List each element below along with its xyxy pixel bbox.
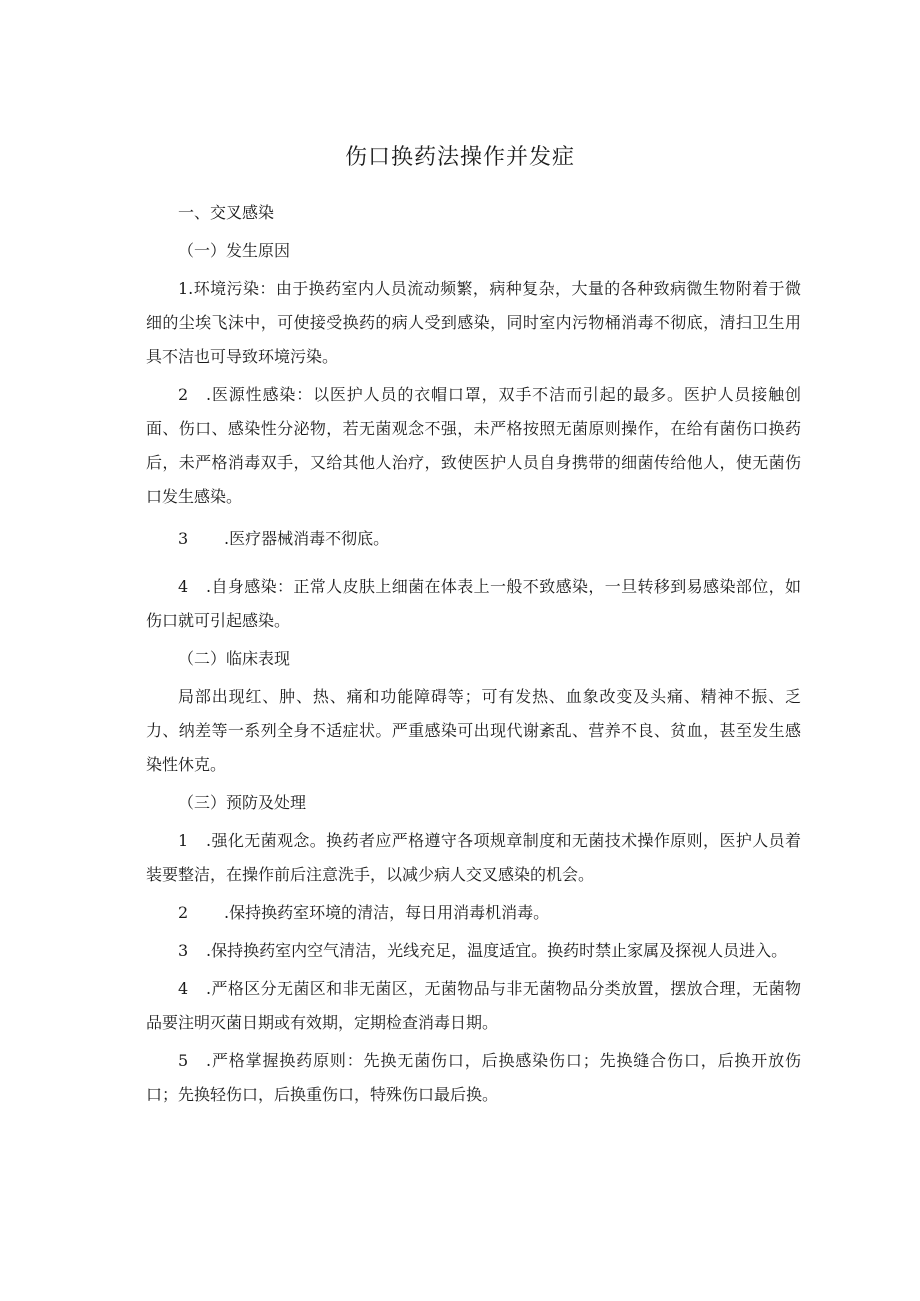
item-text: .严格区分无菌区和非无菌区，无菌物品与非无菌物品分类放置，摆放合理，无菌物品要注明灭菌日期或有效期，定期检查消毒日期。: [146, 979, 801, 1032]
clinical-paragraph: 局部出现红、肿、热、痛和功能障碍等；可有发热、血象改变及头痛、精神不振、乏力、纳差等一系列全身不适症状。严重感染可出现代谢紊乱、营养不良、贫血，甚至发生感染性休克。: [146, 687, 801, 774]
prevention-item-1: [146, 824, 801, 892]
subheading-causes: （一）发生原因: [178, 241, 291, 260]
item-text: .严格掌握换药原则：先换无菌伤口，后换感染伤口；先换缝合伤口，后换开放伤口；先换轻伤口，后换重伤口，特殊伤口最后换。: [146, 1051, 801, 1104]
prevention-item-3: [146, 934, 801, 968]
item-text: .保持换药室环境的清洁，每日用消毒机消毒。: [224, 903, 550, 922]
item-text: .医源性感染：以医护人员的衣帽口罩，双手不洁而引起的最多。医护人员接触创面、伤口、感染性分泌物，若无菌观念不强，未严格按照无菌原则操作，在给有菌伤口换药后，未严格消毒双手，又给其他人治疗，致使医护人员自身携带的细菌传给他人，使无菌伤口发生感染。: [146, 385, 801, 506]
item-number: 3: [178, 941, 189, 960]
item-number: 2: [178, 385, 189, 404]
item-text: .自身感染：正常人皮肤上细菌在体表上一般不致感染，一旦转移到易感染部位，如伤口就可引起感染。: [146, 577, 801, 630]
document-body: [146, 196, 801, 1112]
item-text: .保持换药室内空气清洁，光线充足，温度适宜。换药时禁止家属及探视人员进入。: [206, 941, 788, 960]
subheading-clinical: （二）临床表现: [178, 649, 291, 668]
prevention-item-4: [146, 972, 801, 1040]
prevention-item-2: [146, 896, 801, 930]
item-text: 环境污染：由于换药室内人员流动频繁，病种复杂，大量的各种致病微生物附着于微细的尘埃飞沫中，可使接受换药的病人受到感染，同时室内污物桶消毒不彻底，清扫卫生用具不洁也可导致环境污染。: [146, 279, 801, 366]
item-number: 2: [178, 903, 189, 922]
page-title: 伤口换药法操作并发症: [344, 145, 575, 170]
item-text: .强化无菌观念。换药者应严格遵守各项规章制度和无菌技术操作原则，医护人员着装要整洁，在操作前后注意洗手，以减少病人交叉感染的机会。: [146, 831, 801, 884]
item-number: 4: [178, 577, 189, 596]
cause-item-4: [146, 570, 801, 638]
section-heading-cross-infection: 一、交叉感染: [178, 203, 275, 222]
item-text: .医疗器械消毒不彻底。: [224, 529, 390, 548]
item-number: 3: [178, 529, 189, 548]
subheading-prevention: （三）预防及处理: [178, 793, 307, 812]
item-number: 5: [178, 1051, 189, 1070]
cause-item-3: [146, 522, 801, 556]
item-number: 1: [178, 831, 189, 850]
item-number: 4: [178, 979, 189, 998]
prevention-item-5: [146, 1044, 801, 1112]
cause-item-2: [146, 378, 801, 514]
cause-item-1: [146, 272, 801, 374]
item-number: 1.: [178, 279, 194, 298]
